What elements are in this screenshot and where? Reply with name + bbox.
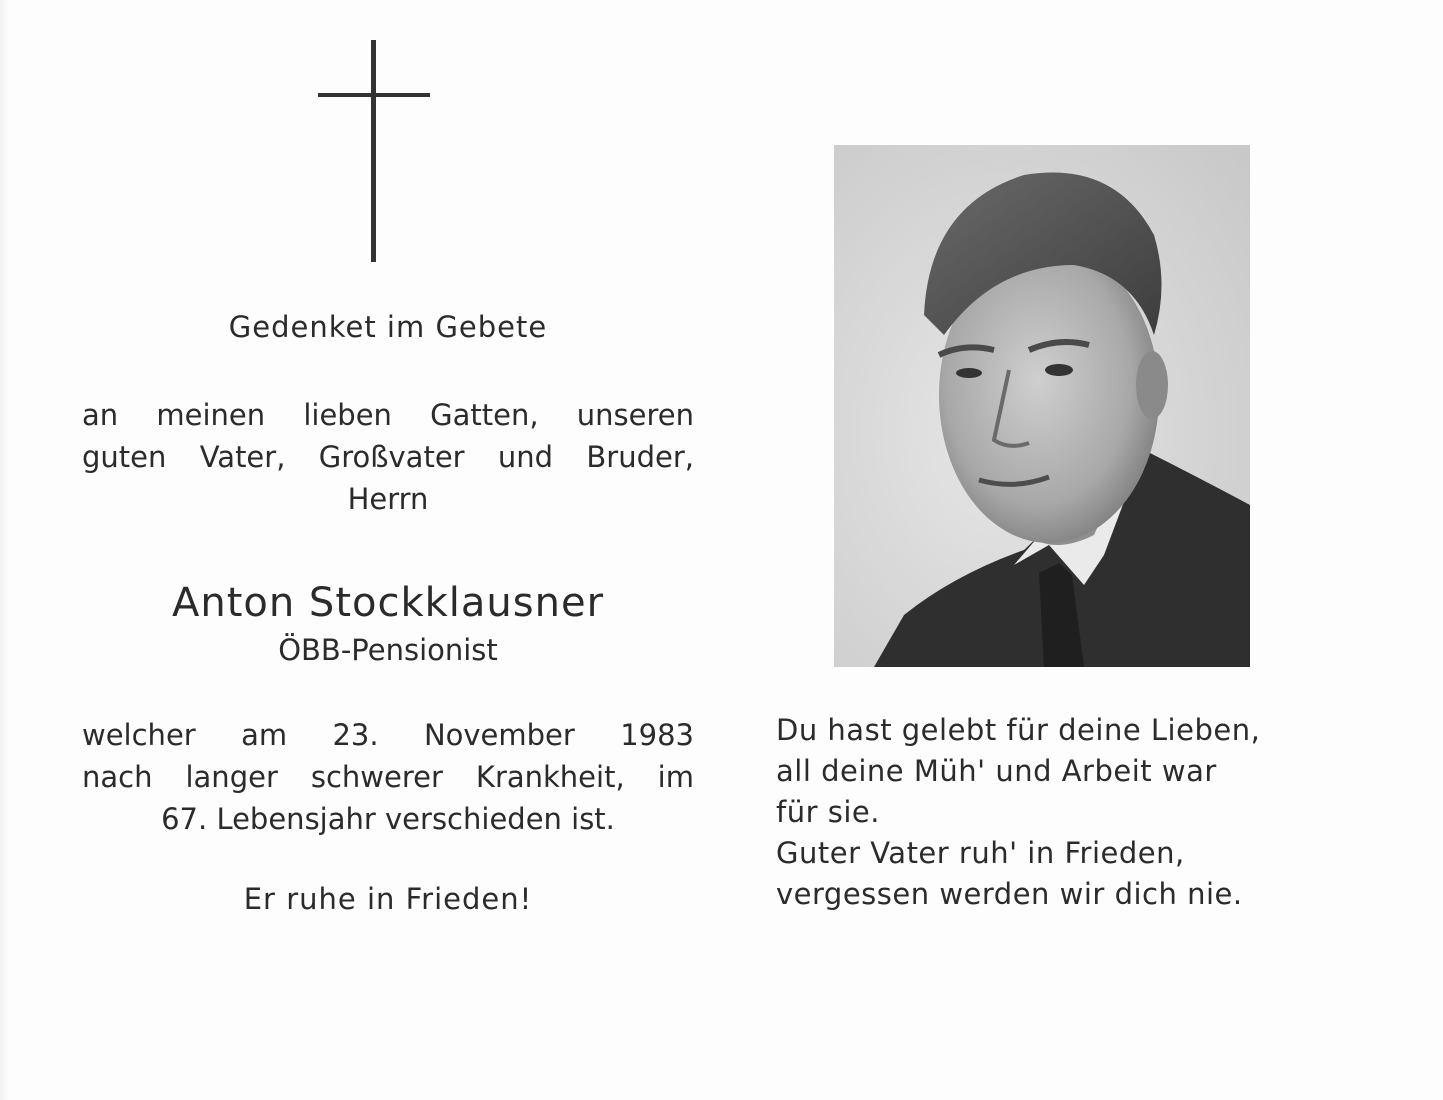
cross-icon [318,40,430,262]
dedication-line: an meinen lieben Gatten, unseren [82,398,694,432]
card-edge [0,0,8,1100]
deceased-occupation: ÖBB-Pensionist [278,633,498,667]
verse-text [776,710,1336,915]
verse-line: all deine Müh' und Arbeit war [776,754,1217,788]
verse-line: Guter Vater ruh' in Frieden, [776,836,1185,870]
verse-line: Du hast gelebt für deine Lieben, [776,713,1261,747]
death-line: 67. Lebensjahr verschieden ist. [161,802,615,836]
dedication-text [82,394,694,520]
death-line: nach langer schwerer Krankheit, im [82,760,694,794]
death-notice-text [82,714,694,840]
portrait-photo [834,145,1250,667]
dedication-line: Herrn [347,482,429,516]
heading-text: Gedenket im Gebete [228,310,548,344]
verse-line: vergessen werden wir dich nie. [776,877,1243,911]
verse-line: für sie. [776,795,880,829]
closing-text: Er ruhe in Frieden! [243,882,533,916]
dedication-line: guten Vater, Großvater und Bruder, [82,440,694,474]
death-line: welcher am 23. November 1983 [82,718,694,752]
deceased-name: Anton Stockklausner [171,580,605,626]
